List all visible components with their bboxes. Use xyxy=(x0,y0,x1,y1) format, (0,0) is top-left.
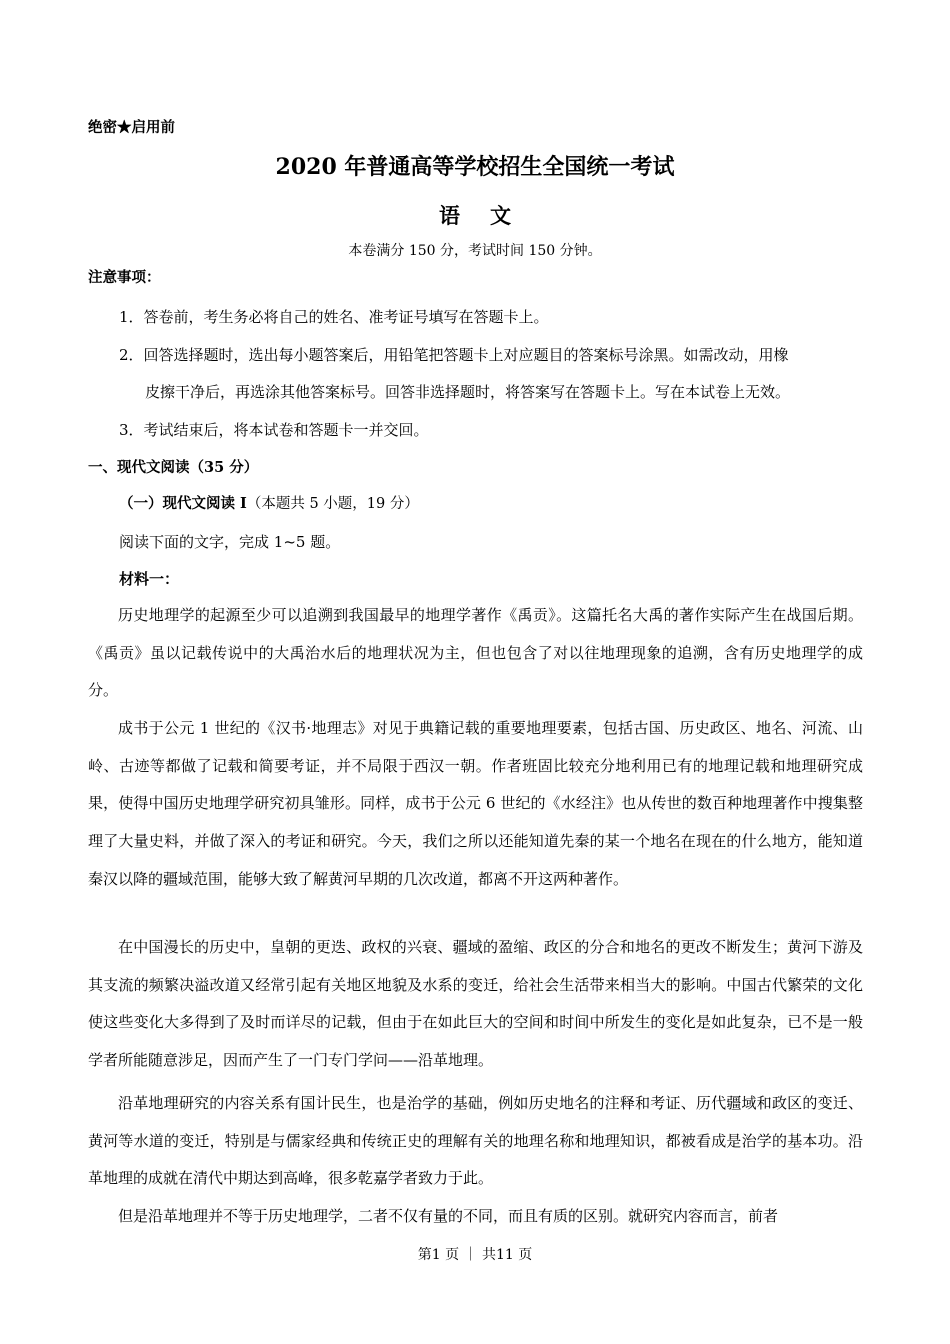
notes-heading: 注意事项： xyxy=(88,269,161,286)
subsection-heading xyxy=(119,492,419,513)
page-footer: 第1 页 ｜ 共11 页 xyxy=(417,1247,533,1263)
exam-title: 2020 年普通高等学校招生全国统一考试 xyxy=(275,154,675,180)
body-paragraph: 历史地理学的起源至少可以追溯到我国最早的地理学著作《禹贡》。这篇托名大禹的著作实际产生在战国后期。《禹贡》虽以记载传说中的大禹治水后的地理状况为主，但也包含了对以往地理现象的追溯，含有历史地理学的成分。 xyxy=(88,606,863,700)
body-paragraph: 但是沿革地理并不等于历史地理学，二者不仅有量的不同，而且有质的区别。就研究内容而言，前者 xyxy=(118,1207,779,1225)
section-heading: 一、现代文阅读（35 分） xyxy=(88,459,259,476)
material-label: 材料一： xyxy=(119,570,180,588)
note-item: 1．答卷前，考生务必将自己的姓名、准考证号填写在答题卡上。 xyxy=(119,308,549,326)
full-mark-line: 本卷满分 150 分，考试时间 150 分钟。 xyxy=(348,243,602,259)
subsection-note: （本题共 5 小题，19 分） xyxy=(246,496,419,512)
subsection-title: （一）现代文阅读 I xyxy=(119,495,247,512)
reading-instruction: 阅读下面的文字，完成 1~5 题。 xyxy=(119,533,341,551)
subject-title: 语文 xyxy=(439,203,541,228)
body-paragraph: 沿革地理研究的内容关系有国计民生，也是治学的基础，例如历史地名的注释和考证、历代疆域和政区的变迁、黄河等水道的变迁，特别是与儒家经典和传统正史的理解有关的地理名称和地理知识，都被看成是治学的基本功。沿革地理的成就在清代中期达到高峰，很多乾嘉学者致力于此。 xyxy=(88,1094,863,1188)
body-paragraph: 在中国漫长的历史中，皇朝的更迭、政权的兴衰、疆域的盈缩、政区的分合和地名的更改不断发生；黄河下游及其支流的频繁决溢改道又经常引起有关地区地貌及水系的变迁，给社会生活带来相当大的影响。中国古代繁荣的文化使这些变化大多得到了及时而详尽的记载，但由于在如此巨大的空间和时间中所发生的变化是如此复杂，已不是一般学者所能随意涉足，因而产生了一门专门学问——沿革地理。 xyxy=(88,938,863,1070)
body-paragraph: 成书于公元 1 世纪的《汉书·地理志》对见于典籍记载的重要地理要素，包括古国、历史政区、地名、河流、山岭、古迹等都做了记载和简要考证，并不局限于西汉一朝。作者班固比较充分地利用已有的地理记载和地理研究成果，使得中国历史地理学研究初具雏形。同样，成书于公元 6 世纪的《水经注》也从传世的数百种地理著作中搜集整理了大量史料，并做了深入的考证和研究。今天，我们之所以还能知道先秦的某一个地名在现在的什么地方，能知道秦汉以降的疆域范围，能够大致了解黄河早期的几次改道，都离不开这两种著作。 xyxy=(88,719,863,888)
note-item-continued: 皮擦干净后，再选涂其他答案标号。回答非选择题时，将答案写在答题卡上。写在本试卷上无效。 xyxy=(145,383,791,401)
confidential-label: 绝密★启用前 xyxy=(88,119,175,136)
note-item: 3．考试结束后，将本试卷和答题卡一并交回。 xyxy=(119,421,429,439)
note-item: 2．回答选择题时，选出每小题答案后，用铅笔把答题卡上对应题目的答案标号涂黑。如需改动，用橡 xyxy=(119,346,789,364)
